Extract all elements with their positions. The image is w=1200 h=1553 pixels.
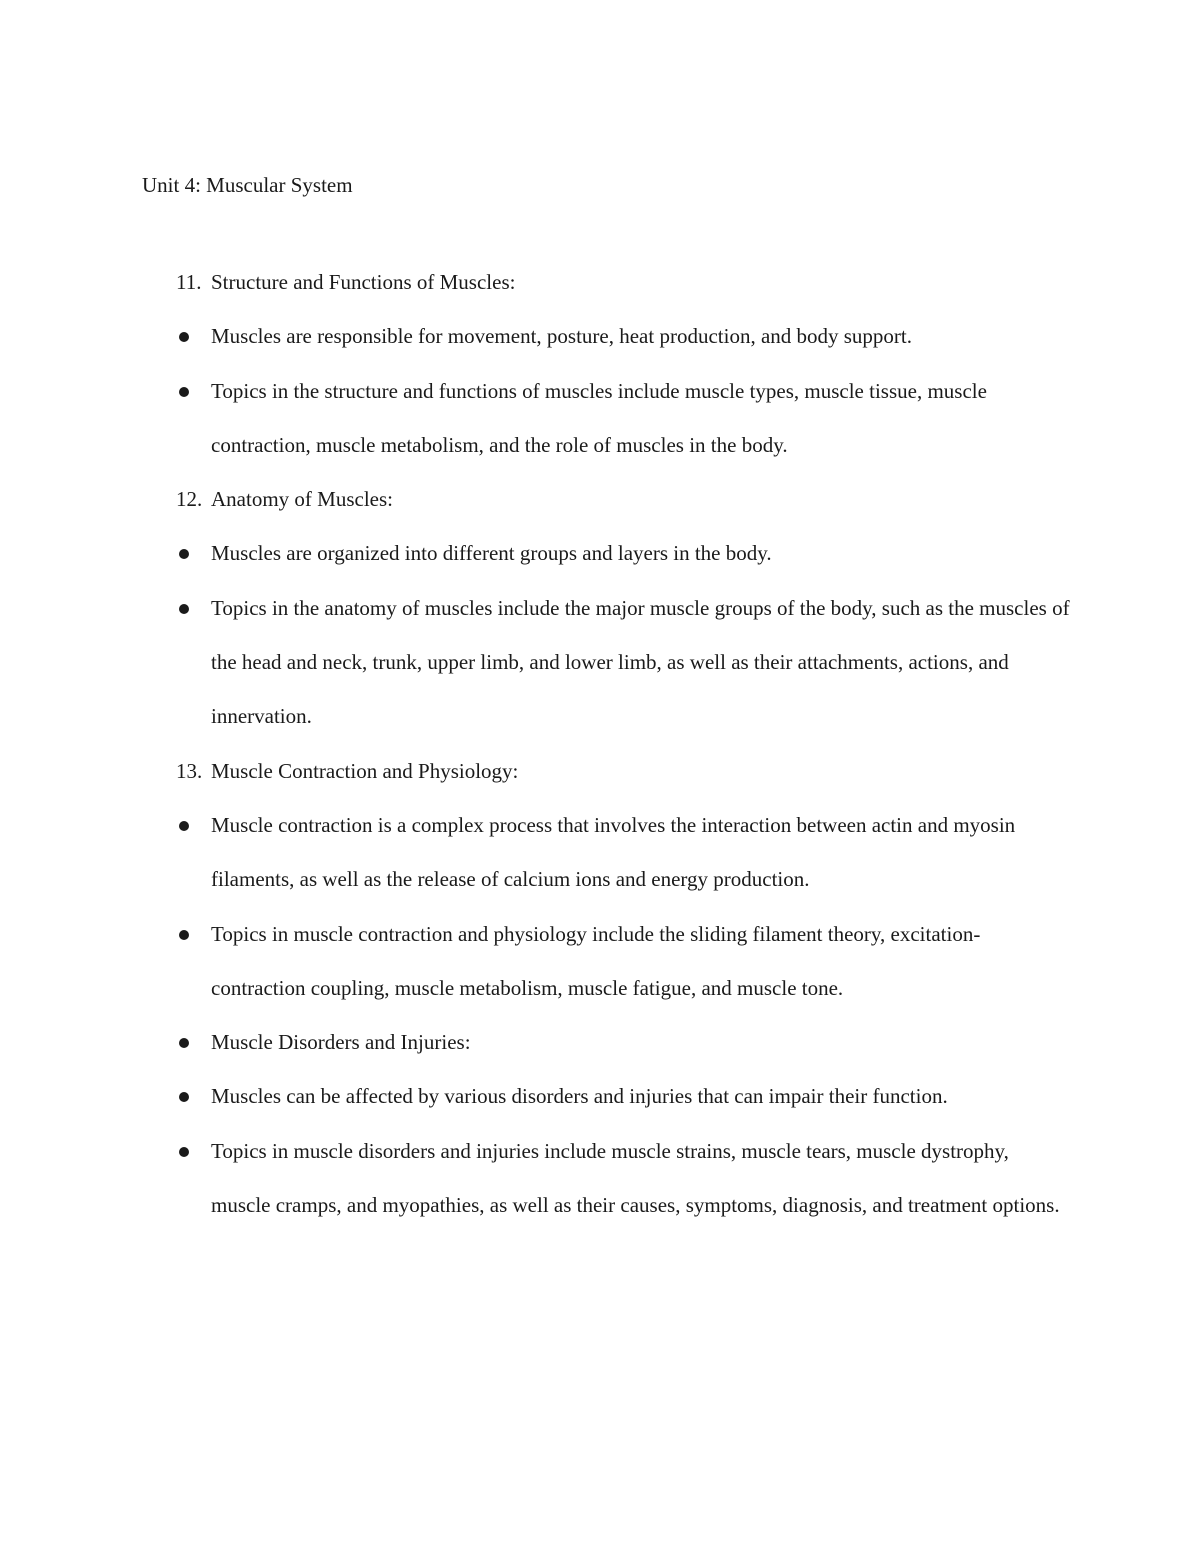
bullet-text: Muscle contraction is a complex process that involves the interaction between actin and myosin filaments, as well as the release of calcium ions and energy production. bbox=[211, 812, 1016, 892]
document-list bbox=[0, 255, 1200, 1232]
bullet-icon bbox=[179, 1147, 189, 1157]
list-item-bullet bbox=[0, 581, 1071, 744]
bullet-icon bbox=[179, 604, 189, 614]
document-title: Unit 4: Muscular System bbox=[142, 173, 353, 197]
bullet-text: Topics in muscle contraction and physiology include the sliding filament theory, excitation-contraction coupling, muscle metabolism, muscle fatigue, and muscle tone. bbox=[211, 921, 981, 1000]
list-number: 12. bbox=[176, 487, 203, 512]
bullet-icon bbox=[179, 1092, 189, 1102]
list-item-bullet bbox=[0, 526, 1071, 580]
bullet-text: Muscle Disorders and Injuries: bbox=[211, 1030, 471, 1055]
bullet-icon bbox=[179, 332, 189, 342]
list-item-bullet bbox=[0, 364, 1071, 473]
bullet-icon bbox=[179, 821, 189, 831]
bullet-text: Topics in the anatomy of muscles include the major muscle groups of the body, such as the muscles of the head and neck, trunk, upper limb, and lower limb, as well as their attachments, actions, and innervation. bbox=[211, 595, 1070, 729]
section-heading: Muscle Contraction and Physiology: bbox=[211, 758, 519, 783]
list-item-bullet bbox=[0, 1124, 1071, 1233]
list-item-bullet bbox=[0, 309, 1071, 363]
list-item-bullet bbox=[0, 798, 1071, 907]
section-heading: Anatomy of Muscles: bbox=[211, 487, 393, 512]
list-item-bullet bbox=[0, 907, 1071, 1016]
list-item-section-12 bbox=[0, 472, 1071, 526]
bullet-icon bbox=[179, 549, 189, 559]
bullet-icon bbox=[179, 930, 189, 940]
list-item-bullet bbox=[0, 1069, 1071, 1123]
bullet-icon bbox=[179, 387, 189, 397]
bullet-text: Topics in muscle disorders and injuries include muscle strains, muscle tears, muscle dystrophy, muscle cramps, and myopathies, as well as their causes, symptoms, diagnosis, and treatment options. bbox=[211, 1138, 1060, 1218]
section-heading: Structure and Functions of Muscles: bbox=[211, 270, 516, 294]
list-number: 13. bbox=[176, 758, 203, 783]
list-item-section-13 bbox=[0, 744, 1071, 798]
bullet-text: Topics in the structure and functions of muscles include muscle types, muscle tissue, muscle contraction, muscle metabolism, and the role of muscles in the body. bbox=[211, 378, 987, 457]
bullet-text: Muscles are responsible for movement, posture, heat production, and body support. bbox=[211, 324, 913, 349]
list-item-bullet bbox=[0, 1015, 1071, 1069]
bullet-icon bbox=[179, 1038, 189, 1048]
list-item-section-11 bbox=[0, 255, 1071, 309]
bullet-text: Muscles can be affected by various disorders and injuries that can impair their function. bbox=[211, 1084, 948, 1109]
list-number: 11. bbox=[176, 270, 202, 294]
bullet-text: Muscles are organized into different groups and layers in the body. bbox=[211, 541, 772, 566]
